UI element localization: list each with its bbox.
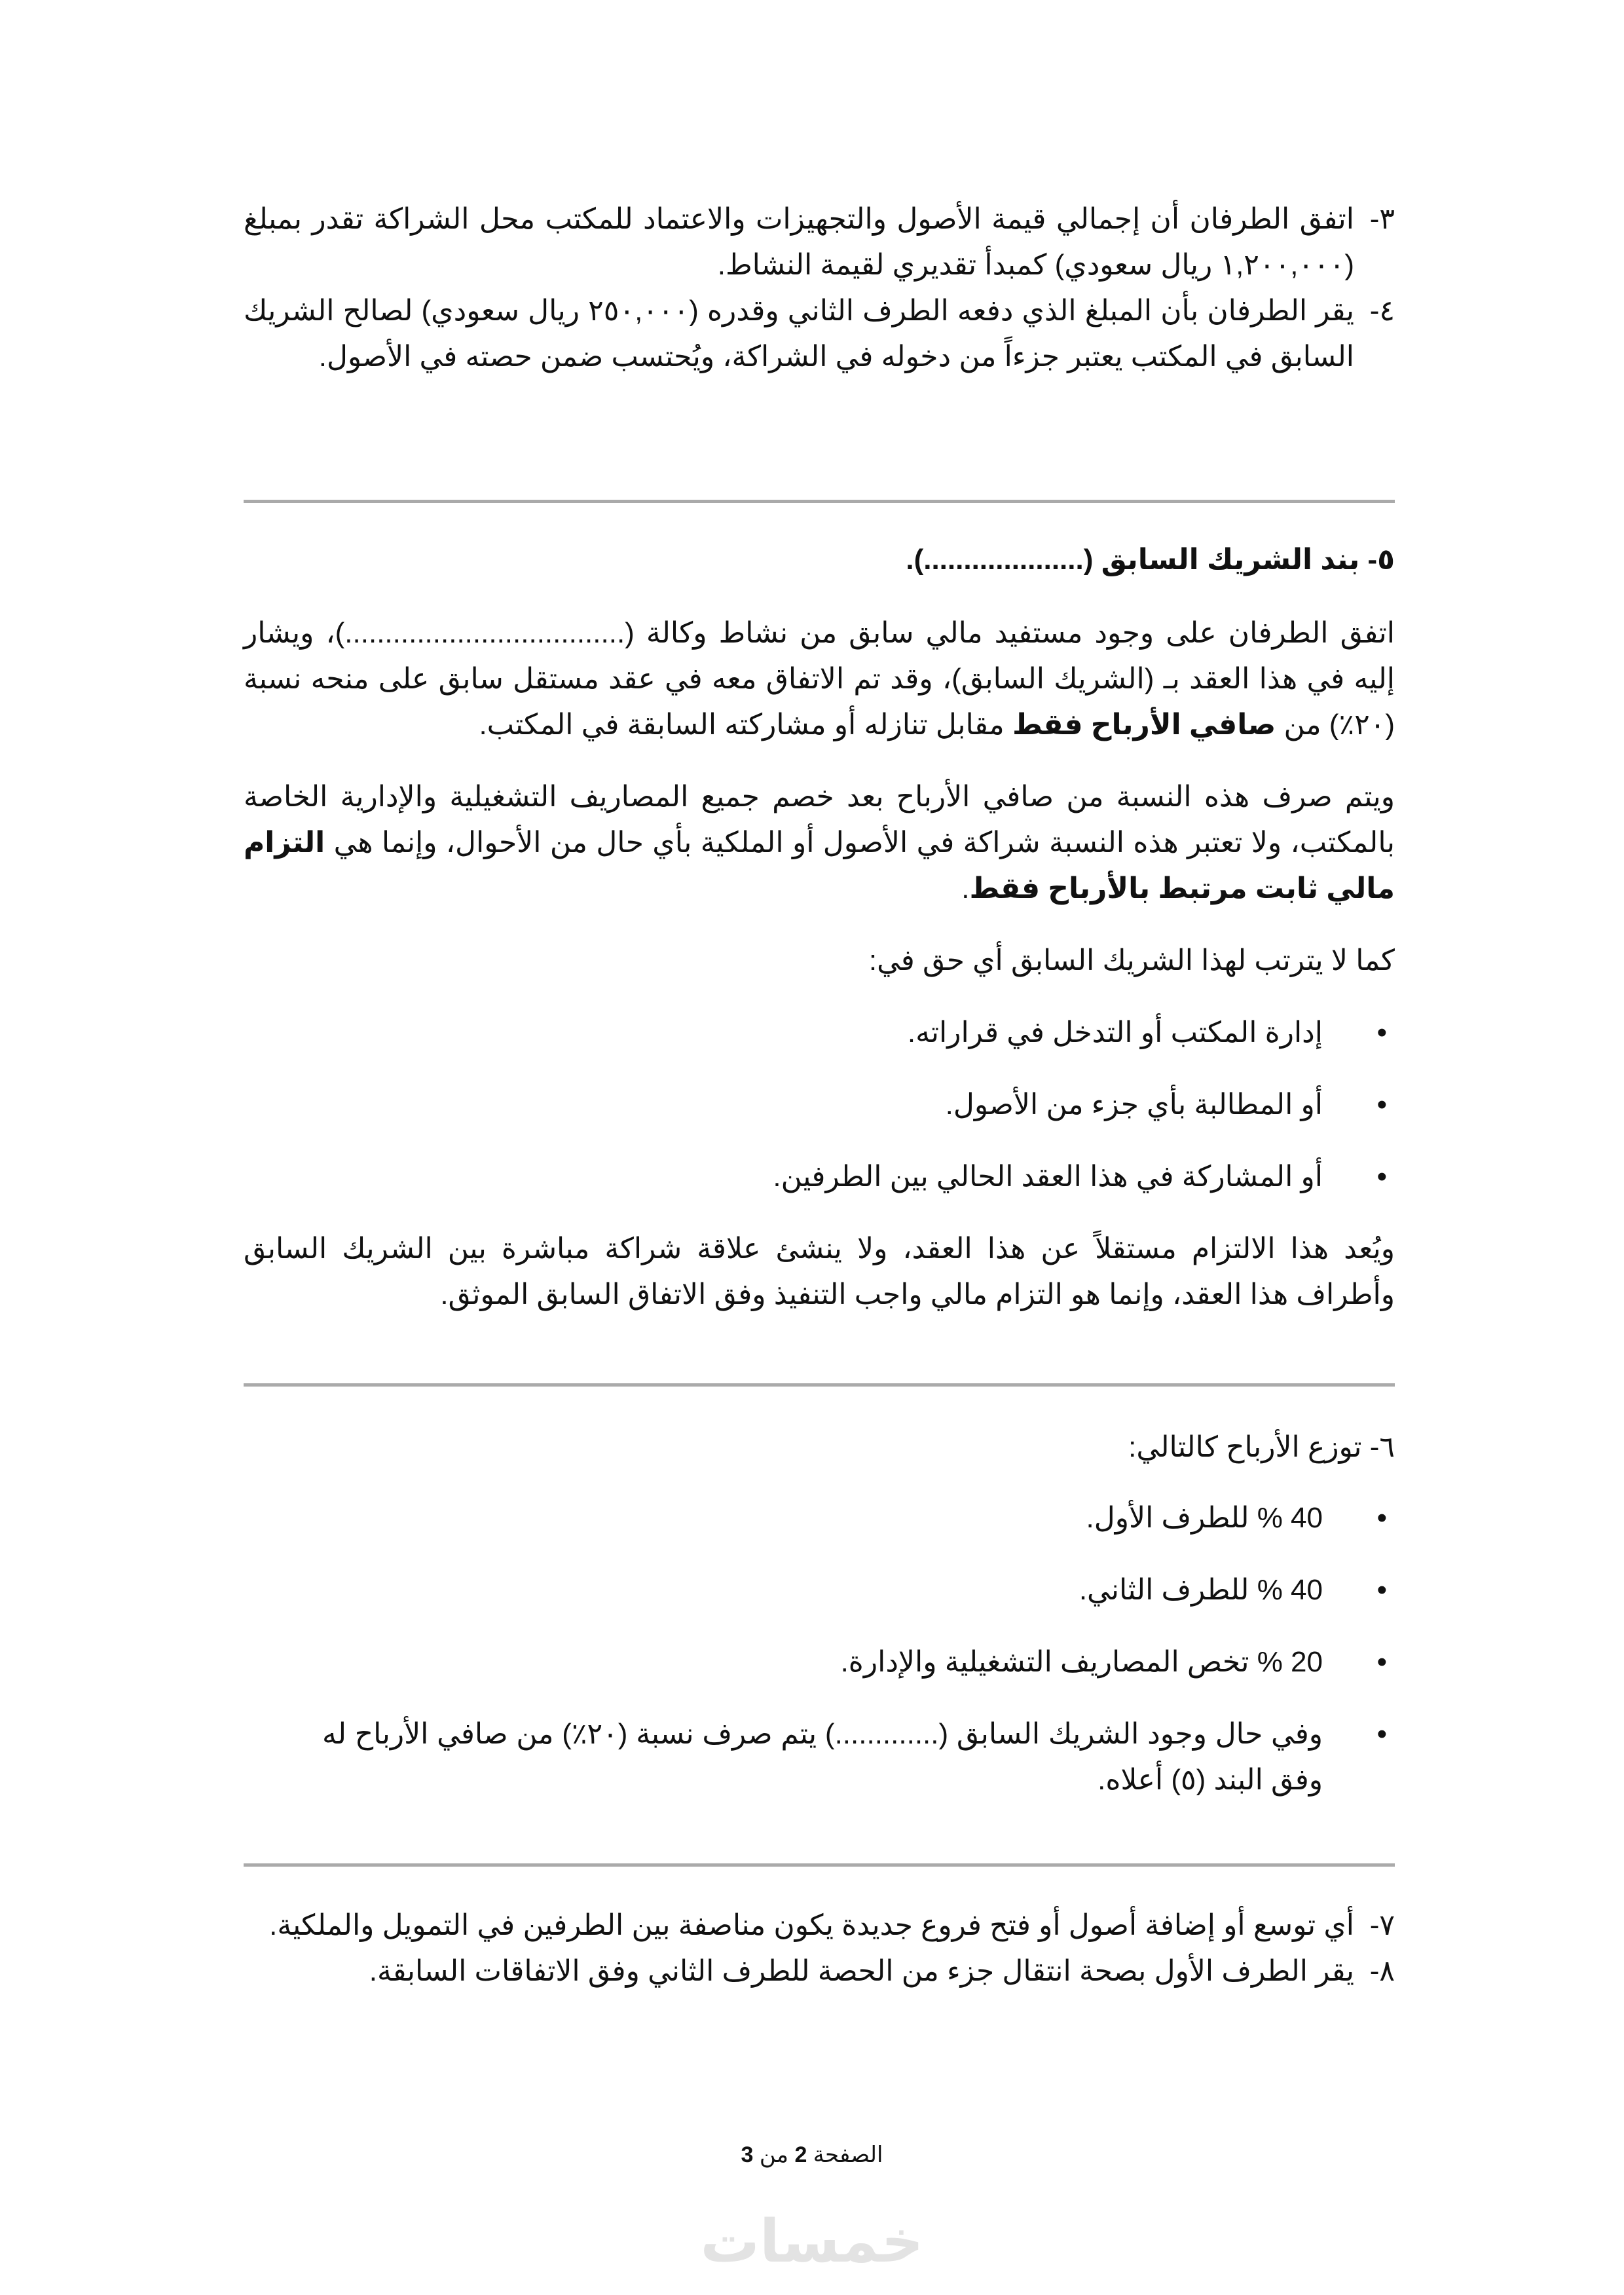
bold-text: صافي الأرباح فقط [1012, 709, 1276, 741]
watermark-logo: خمسات [700, 2209, 924, 2275]
list-item [244, 1010, 1395, 1056]
clause-number: ٨- [1369, 1955, 1395, 1987]
list-item-text: 40 % للطرف الثاني. [1079, 1574, 1323, 1606]
divider [244, 500, 1395, 503]
bullet-icon: • [1376, 1646, 1387, 1678]
list-item [244, 1154, 1395, 1200]
clause-text: يقر الطرف الأول بصحة انتقال جزء من الحصة للطرف الثاني وفق الاتفاقات السابقة. [369, 1955, 1354, 1987]
list-item-text: 40 % للطرف الأول. [1086, 1502, 1323, 1534]
bullet-icon: • [1376, 1574, 1387, 1606]
page-separator: من [753, 2142, 795, 2167]
paragraph: ويُعد هذا الالتزام مستقلاً عن هذا العقد، ولا ينشئ علاقة شراكة مباشرة بين الشريك السابق وأطراف هذا العقد، وإنما هو التزام مالي واجب التنفيذ وفق الاتفاق السابق الموثق. [244, 1233, 1395, 1311]
section-heading: ٦- توزع الأرباح كالتالي: [1128, 1431, 1395, 1463]
clause-number: ٤- [1369, 295, 1395, 327]
list-item [244, 1567, 1395, 1613]
items-top [244, 196, 1395, 380]
section-heading: ٥- بند الشريك السابق (....................). [906, 544, 1395, 576]
clause-number: ٣- [1369, 203, 1395, 235]
current-page: 2 [794, 2142, 807, 2167]
list-item [244, 1082, 1395, 1128]
list-item [244, 1639, 1395, 1685]
items-bottom [244, 1903, 1395, 1994]
list-item-text: أو المطالبة بأي جزء من الأصول. [945, 1089, 1323, 1121]
bullet-icon: • [1376, 1502, 1387, 1534]
bullet-icon: • [1376, 1161, 1387, 1193]
clause-text: اتفق الطرفان أن إجمالي قيمة الأصول والتجهيزات والاعتماد للمكتب محل الشراكة تقدر بمبلغ (١,٢٠٠,٠٠٠ ريال سعودي) كمبدأ تقديري لقيمة النشاط. [244, 203, 1355, 281]
paragraph [244, 774, 1395, 912]
text: مقابل تنازله أو مشاركته السابقة في المكتب. [479, 709, 1012, 741]
text: اتفق الطرفان على وجود مستفيد مالي سابق من نشاط وكالة (...................................)، ويشار إليه في هذا العقد بـ (الشريك السابق)، وقد تم الاتفاق معه في عقد مستقل سابق على منحه نسبة (٢٠٪) من [244, 617, 1395, 741]
paragraph: كما لا يترتب لهذا الشريك السابق أي حق في: [868, 944, 1395, 977]
text: . [961, 872, 970, 905]
list-item-text: إدارة المكتب أو التدخل في قراراته. [907, 1017, 1323, 1049]
divider [244, 1863, 1395, 1867]
section-5 [244, 537, 1395, 1318]
list-item-text: أو المشاركة في هذا العقد الحالي بين الطرفين. [773, 1161, 1323, 1193]
list-item-text: وفي حال وجود الشريك السابق (.............) يتم صرف نسبة (٢٠٪) من صافي الأرباح له وفق البند (٥) أعلاه. [322, 1718, 1323, 1796]
clause-number: ٧- [1369, 1909, 1395, 1941]
list-item [322, 1711, 1395, 1803]
clause-4 [244, 288, 1395, 380]
page-label: الصفحة [807, 2142, 883, 2167]
page-number [0, 2142, 1624, 2168]
total-pages: 3 [741, 2142, 754, 2167]
bullet-list [244, 1010, 1395, 1200]
text: ويتم صرف هذه النسبة من صافي الأرباح بعد خصم جميع المصاريف التشغيلية والإدارية الخاصة بالمكتب، ولا تعتبر هذه النسبة شراكة في الأصول أو الملكية بأي حال من الأحوال، وإنما هي [244, 781, 1395, 859]
section-6 [244, 1425, 1395, 1829]
clause-7 [244, 1903, 1395, 1949]
bullet-icon: • [1376, 1089, 1387, 1121]
bullet-icon: • [1376, 1718, 1387, 1750]
bullet-list [244, 1495, 1395, 1803]
clause-text: أي توسع أو إضافة أصول أو فتح فروع جديدة يكون مناصفة بين الطرفين في التمويل والملكية. [269, 1909, 1354, 1941]
list-item [244, 1495, 1395, 1541]
bold-text: التزام مالي ثابت مرتبط بالأرباح فقط [244, 827, 1395, 905]
divider [244, 1383, 1395, 1387]
clause-8 [244, 1949, 1395, 1994]
list-item-text: 20 % تخص المصاريف التشغيلية والإدارة. [840, 1646, 1323, 1678]
paragraph [244, 610, 1395, 748]
clause-3 [244, 196, 1395, 288]
bullet-icon: • [1376, 1017, 1387, 1049]
clause-text: يقر الطرفان بأن المبلغ الذي دفعه الطرف الثاني وقدره (٢٥٠,٠٠٠ ريال سعودي) لصالح الشريك السابق في المكتب يعتبر جزءاً من دخوله في الشراكة، ويُحتسب ضمن حصته في الأصول. [244, 295, 1354, 373]
